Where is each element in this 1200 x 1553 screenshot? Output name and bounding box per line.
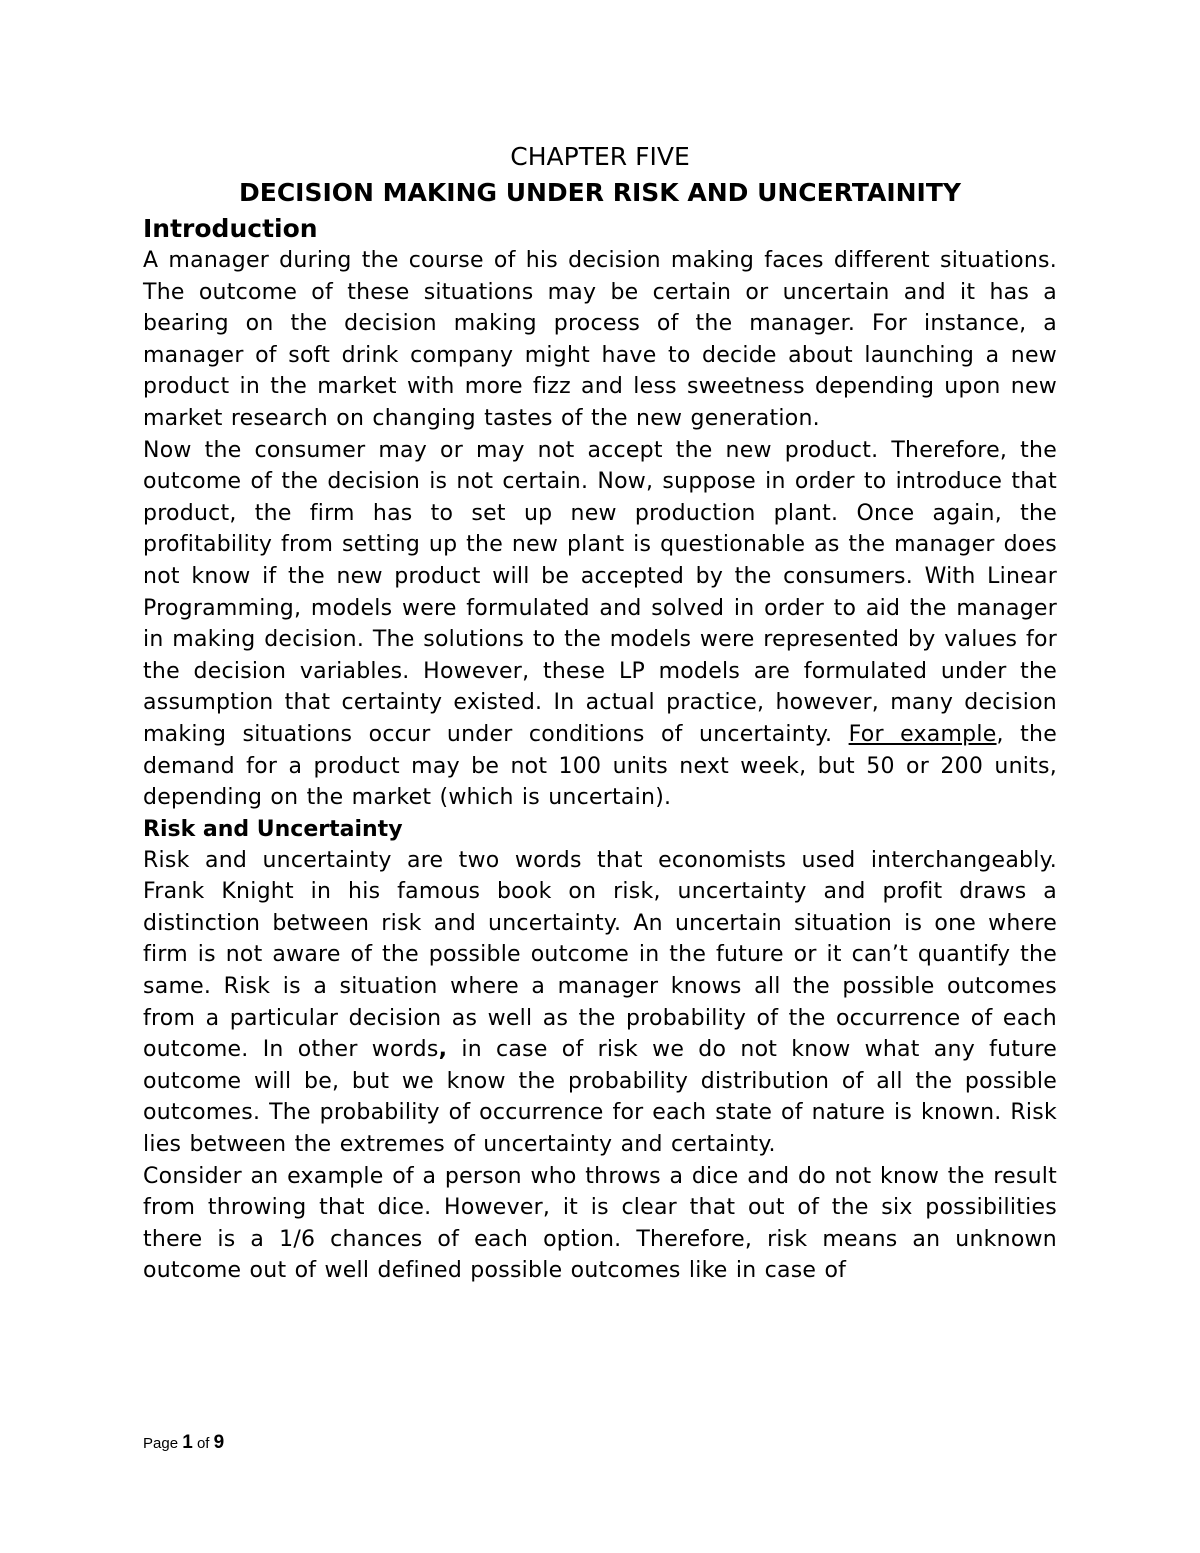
page-label: Page	[143, 1435, 179, 1452]
risk-uncertainty-paragraph-1	[143, 845, 1057, 1161]
introduction-heading: Introduction	[143, 214, 318, 243]
chapter-title: CHAPTER FIVE	[510, 142, 690, 171]
of-label: of	[196, 1435, 210, 1452]
risk-uncertainty-paragraph-2: Consider an example of a person who throws a dice and do not know the result from throwing that dice. However, it is clear that out of the six possibilities there is a 1/6 chances of each option. Therefore, risk means an unknown outcome out of well defined possible outcomes like in case of	[143, 1163, 1057, 1284]
introduction-paragraph-2-start: Now the consumer may or may not accept the new product. Therefore, the outcome of the decision is not certain. Now, suppose in order to introduce that product, the firm has to set up new production plant. Once again, the profitability from setting up the new plant is questionable as the manager does not know if the new product will be accepted by the consumers. With Linear Programming, models were formulated and solved in order to aid the manager in making decision. The solutions to the models were represented by values for the decision variables. However, these LP models are formulated under the assumption that certainty existed. In actual practice, however, many decision making situations occur under conditions of uncertainty.	[143, 437, 1057, 747]
risk-paragraph-1-end: in case of risk we do not know what any future outcome will be, but we know the probability distribution of all the possible outcomes. The probability of occurrence for each state of nature is known. Risk lies between the extremes of uncertainty and certainty.	[143, 1037, 1057, 1158]
introduction-paragraph-2-end: , the demand for a product may be not 100 units next week, but 50 or 200 units, depending on the market (which is uncertain).	[143, 721, 1058, 811]
page-number: 1	[182, 1432, 193, 1453]
page-footer	[143, 1432, 224, 1454]
introduction-paragraph-1: A manager during the course of his decision making faces different situations. The outcome of these situations may be certain or uncertain and it has a bearing on the decision making process of the manager. For instance, a manager of soft drink company might have to decide about launching a new product in the market with more fizz and less sweetness depending upon new market research on changing tastes of the new generation.	[143, 248, 1057, 431]
risk-paragraph-1-start: Risk and uncertainty are two words that economists used interchangeably. Frank Knight in his famous book on risk, uncertainty and profit draws a distinction between risk and uncertainty. An uncertain situation is one where firm is not aware of the possible outcome in the future or it can’t quantify the same. Risk is a situation where a manager knows all the possible outcomes from a particular decision as well as the probability of the occurrence of each outcome. In other words	[143, 847, 1057, 1063]
total-pages: 9	[213, 1432, 225, 1453]
introduction-paragraph-2	[143, 435, 1057, 814]
risk-uncertainty-heading: Risk and Uncertainty	[143, 816, 403, 842]
chapter-subtitle: DECISION MAKING UNDER RISK AND UNCERTAINITY	[239, 178, 961, 207]
for-example-underlined: For example	[848, 721, 997, 747]
page-content	[143, 140, 1057, 1287]
risk-paragraph-1-comma: ,	[438, 1037, 448, 1063]
